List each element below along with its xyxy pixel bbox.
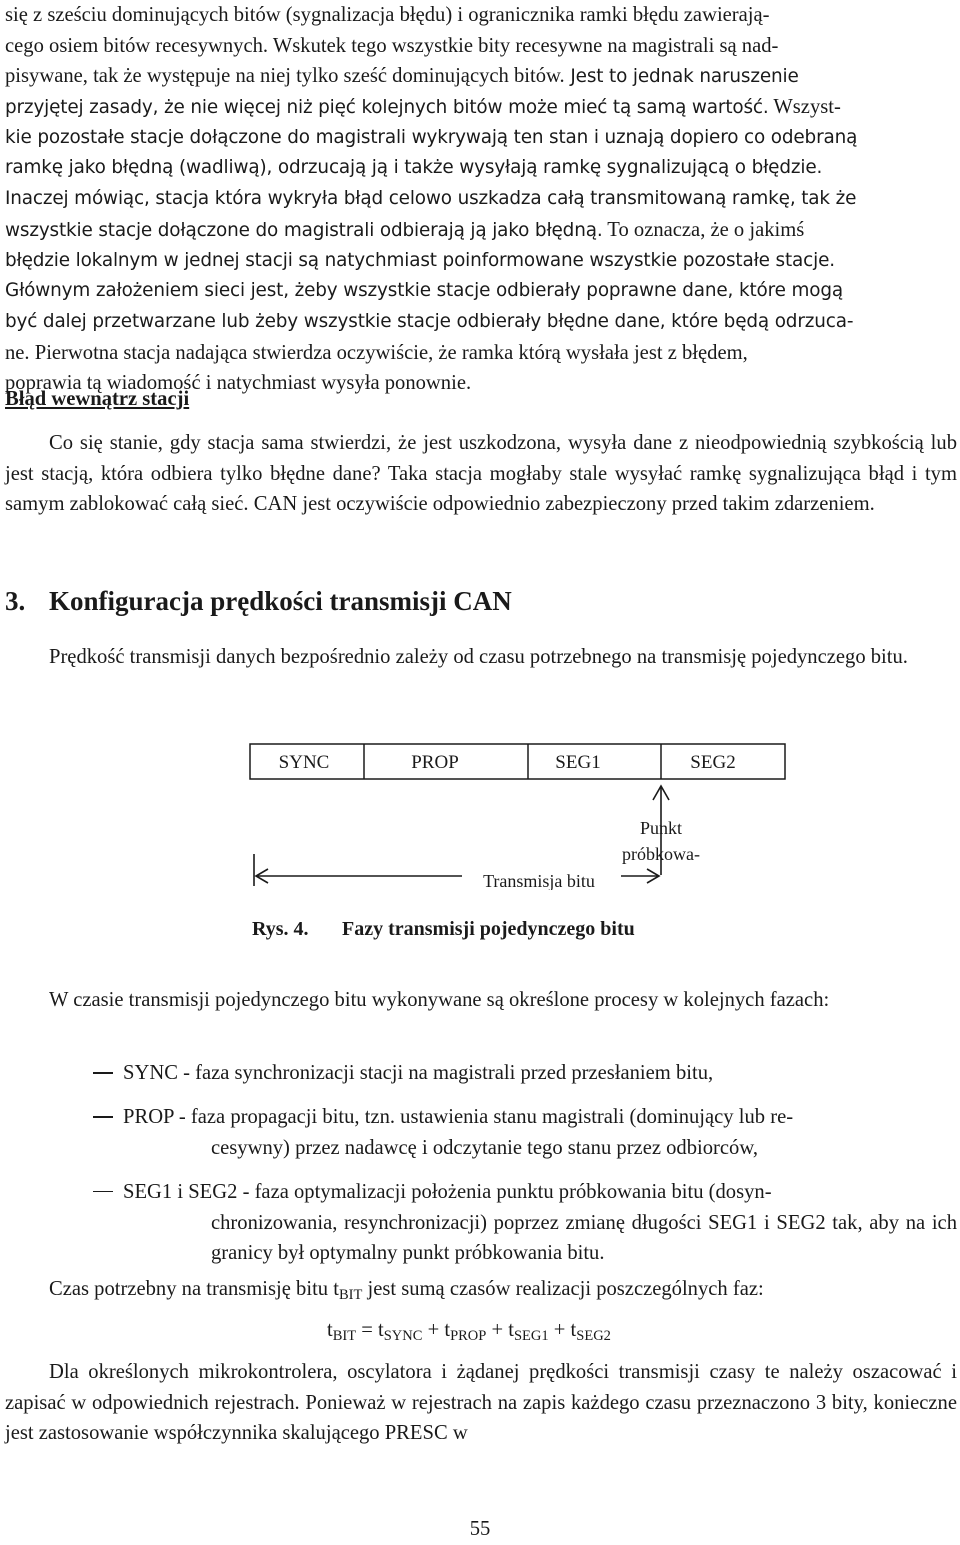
text-line: cego osiem bitów recesywnych. Wskutek tego wszystkie bity recesywne na magistrali są nad- — [5, 34, 779, 57]
section-heading — [5, 586, 512, 617]
text-line: błędzie lokalnym w jednej stacji są natychmiast poinformowane wszystkie pozostałe stacje. — [5, 249, 835, 271]
text-line: ramkę jako błędną (wadliwą), odrzucają ją i także wysyłają ramkę sygnalizującą o błędzie. — [5, 157, 823, 179]
phases-list — [5, 1058, 957, 1282]
text-line: Głównym założeniem sieci jest, żeby wszystkie stacje odbierały poprawne dane, które mogą — [5, 280, 843, 302]
page-number: 55 — [469, 1518, 491, 1540]
text-line: być dalej przetwarzane lub żeby wszystkie stacje odbierały błędne dane, które będą odrzuca- — [5, 310, 854, 332]
figure-title: Fazy transmisji pojedynczego bitu — [342, 918, 635, 940]
sample-point-label: próbkowa- — [622, 844, 700, 864]
span-label: Transmisja bitu — [483, 871, 595, 890]
paragraph-phases-intro: W czasie transmisji pojedynczego bitu wykonywane są określone procesy w kolejnych fazach: — [49, 989, 830, 1011]
paragraph-station-error: Co się stanie, gdy stacja sama stwierdzi, że jest uszkodzona, wysyła dane z nieodpowiednią szybkością lub jest stacją, która odbiera tylko błędne dane? Taka stacja mogłaby stale wysyłać ramkę sygnalizująca błąd i tym samym zablokować całą sieć. CAN jest oczywiście odpowiednio zabezpieczony przed takim zdarzeniem. — [5, 432, 957, 516]
segment-seg2-label: SEG2 — [690, 752, 736, 773]
segment-sync-label: SYNC — [278, 752, 330, 773]
bit-phases-diagram — [233, 730, 793, 890]
segment-prop-label: PROP — [411, 752, 459, 773]
dash-bullet-icon — [93, 1072, 113, 1074]
figure-label: Rys. 4. — [252, 918, 309, 940]
dash-bullet-icon — [93, 1191, 113, 1193]
list-item: SEG1 i SEG2 - faza optymalizacji położenia punktu próbkowania bitu (dosyn- chronizowania, resynchronizacji) poprzez zmianę długości SEG1 i SEG2 tak, aby na ich granicy był optymalny punkt próbkowania bitu. — [5, 1177, 957, 1269]
text-line: kie pozostałe stacje dołączone do magistrali wykrywają ten stan i uznają dopiero co odebraną — [5, 126, 858, 148]
bit-time-formula: $t_{BIT} = t_{SYNC} + t_{PROP} + t_{SEG1} + t_{SEG2}$ — [327, 1319, 611, 1344]
paragraph-bit-time-sum: Czas potrzebny na transmisję bitu $t_{BIT}$ jest sumą czasów realizacji poszczególnych faz: — [49, 1278, 764, 1303]
paragraph-registers: Dla określonych mikrokontrolera, oscylatora i żądanej prędkości transmisji czasy te należy oszacować i zapisać w odpowiednich rejestrach. Ponieważ w rejestrach na zapis każdego czasu przeznaczono 3 bity, konieczne jest zastosowanie współczynnika skalującego PRESC w — [5, 1361, 957, 1445]
sample-point-label: Punkt — [639, 818, 683, 838]
dash-bullet-icon — [93, 1116, 113, 1118]
figure-caption — [252, 918, 635, 941]
list-item: PROP - faza propagacji bitu, tzn. ustawienia stanu magistrali (dominujący lub re- cesywny) przez nadawcę i odczytanie tego stanu przez odbiorców, — [5, 1102, 957, 1164]
text-line: wszystkie stacje dołączone do magistrali odbierają ją jako błędną. To oznacza, że o jakimś — [5, 218, 805, 241]
segment-seg1-label: SEG1 — [555, 752, 601, 773]
subheading-station-error: Błąd wewnątrz stacji — [5, 388, 190, 410]
text-line: pisywane, tak że występuje na niej tylko sześć dominujących bitów. Jest to jednak naruszenie — [5, 65, 799, 88]
section-number: 3. — [5, 586, 26, 616]
section-title: Konfiguracja prędkości transmisji CAN — [49, 586, 512, 616]
text-line: Inaczej mówiąc, stacja która wykryła błąd celowo uszkadza całą transmitowaną ramkę, tak że — [5, 188, 857, 210]
text-line: przyjętej zasady, że nie więcej niż pięć kolejnych bitów może mieć tą samą wartość. Wszyst- — [5, 96, 841, 119]
paragraph-error-frame — [5, 0, 957, 399]
text-line: ne. Pierwotna stacja nadająca stwierdza oczywiście, że ramka którą wysłała jest z błędem, — [5, 341, 748, 364]
text-line: poprawia tą wiadomość i natychmiast wysyła ponownie. — [5, 372, 472, 395]
paragraph-bit-time: Prędkość transmisji danych bezpośrednio zależy od czasu potrzebnego na transmisję pojedynczego bitu. — [49, 646, 908, 668]
list-item: SYNC - faza synchronizacji stacji na magistrali przed przesłaniem bitu, — [5, 1058, 957, 1089]
text-line: się z sześciu dominujących bitów (sygnalizacja błędu) i ogranicznika ramki błędu zawierają- — [5, 4, 770, 26]
